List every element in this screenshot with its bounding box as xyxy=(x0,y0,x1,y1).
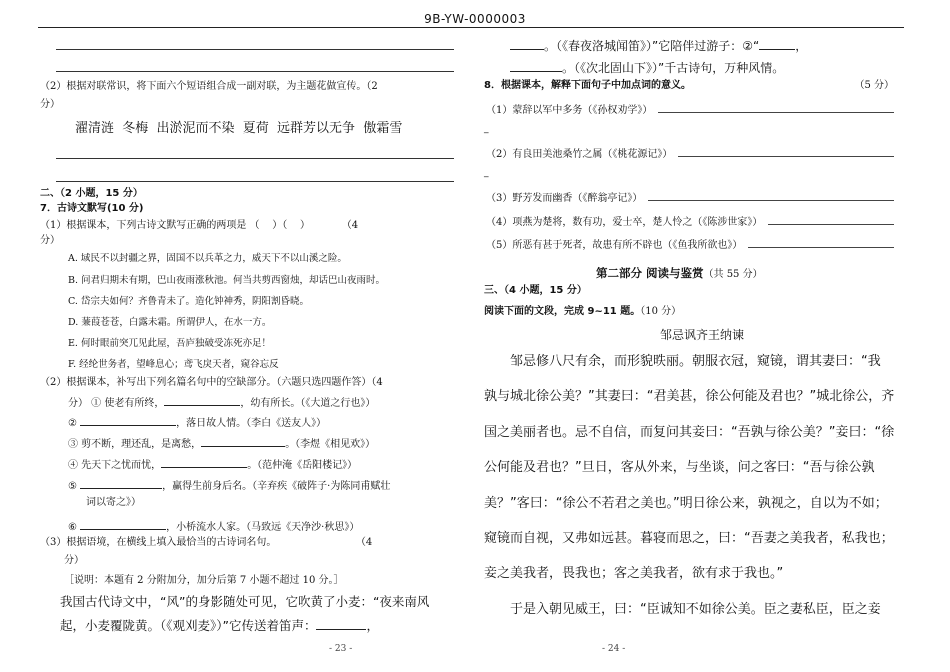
q7-option-e: E. 何时眼前突兀见此屋，吾庐独破受冻死亦足！ xyxy=(68,338,271,349)
q6-2-phrases: 濯清涟 冬梅 出淤泥而不染 夏荷 远群芳以无争 傲霜雪 xyxy=(75,121,403,136)
fill-blank[interactable] xyxy=(80,518,166,530)
fill-blank[interactable] xyxy=(759,36,795,50)
item-text: 。（李煜《相见欢》） xyxy=(285,439,376,450)
q7-3-continuation-1 xyxy=(510,36,807,56)
reading-instruction-score: （10 分） xyxy=(640,306,682,317)
answer-line[interactable] xyxy=(648,190,894,201)
answer-line[interactable] xyxy=(658,102,894,113)
fill-blank[interactable] xyxy=(201,435,285,447)
section-3-title: 三、（4 小题，15 分） xyxy=(484,285,587,296)
q8-item-text: （2）有良田美池桑竹之属（《桃花源记》） xyxy=(486,149,673,160)
header-rule xyxy=(38,27,904,28)
reading-instruction xyxy=(484,305,681,319)
fill-blank[interactable] xyxy=(80,477,162,489)
passage-line-6: 窥镜而自视，又弗如远甚。暮寝而思之，曰：“吾妻之美我者，私我也； xyxy=(484,531,894,546)
q8-item-1 xyxy=(486,102,894,118)
q7-option-d: D. 蒹葭苍苍，白露未霜。所谓伊人，在水一方。 xyxy=(68,317,272,328)
section-2-title: 二、（2 小题，15 分） xyxy=(40,188,143,199)
q8-title-text: 8．根据课本，解释下面句子中加点词的意义。 xyxy=(484,80,691,91)
item-text: ，小桥流水人家。（马致远《天净沙·秋思》） xyxy=(166,522,360,533)
answer-line[interactable] xyxy=(56,49,454,50)
passage-line-4: 公何能及君也？”旦日，客从外来，与坐谈，问之客曰：“吾与徐公孰 xyxy=(484,460,875,475)
q7-3-note: ［说明：本题有 2 分附加分，加分后第 7 小题不超过 10 分。］ xyxy=(64,575,344,586)
item-text: 。（范仲淹《岳阳楼记》） xyxy=(247,460,358,471)
passage-line-2: 孰与城北徐公美？”其妻曰：“君美甚，徐公何能及君也？”城北徐公，齐 xyxy=(484,389,895,404)
q7-2-item-6 xyxy=(68,518,359,535)
item-text: 分） ① 使老有所终， xyxy=(68,398,165,409)
q7-2-item-2 xyxy=(68,414,326,431)
q7-title: 7．古诗文默写(10 分) xyxy=(40,203,144,214)
passage-line-8: 于是入朝见威王，曰：“臣诚知不如徐公美。臣之妻私臣，臣之妾 xyxy=(510,602,881,617)
fill-blank[interactable] xyxy=(510,58,562,72)
page-number-left: - 23 - xyxy=(329,644,353,654)
context-text: 。（《次北固山下》）”千古诗句，万种风情。 xyxy=(562,61,785,75)
q7-3-continuation-2 xyxy=(510,58,784,78)
q7-3-prompt-cont: 分） xyxy=(64,555,84,566)
q7-2-item-3 xyxy=(68,435,375,452)
fill-blank[interactable] xyxy=(80,414,176,426)
q7-2-item-5 xyxy=(68,477,390,494)
dash-mark: _ xyxy=(484,124,489,134)
q7-2-item-5-cont: 词以寄之》） xyxy=(86,497,141,508)
reading-instruction-text: 阅读下面的文段，完成 9~11 题。 xyxy=(484,306,641,317)
passage-title: 邹忌讽齐王纳谏 xyxy=(660,328,745,342)
q7-option-b: B. 问君归期未有期，巴山夜雨涨秋池。何当共剪西窗烛，却话巴山夜雨时。 xyxy=(68,275,386,286)
item-text: ③ 剪不断，理还乱，是离愁， xyxy=(68,439,202,450)
answer-line[interactable] xyxy=(56,158,454,159)
fill-blank[interactable] xyxy=(164,394,240,406)
context-text: 。（《春夜洛城闻笛》）”它陪伴过游子：②“ xyxy=(544,39,760,53)
q7-option-a: A. 域民不以封疆之界，固国不以兵革之力，威天下不以山溪之险。 xyxy=(68,253,347,264)
q7-2-prompt: （2）根据课本，补写出下列名篇名句中的空缺部分。（六题只选四题作答）（4 xyxy=(40,377,383,388)
q7-2-item-1 xyxy=(68,394,375,411)
answer-line[interactable] xyxy=(678,146,894,157)
fill-blank[interactable] xyxy=(316,615,366,630)
answer-line[interactable] xyxy=(748,237,894,248)
q8-item-text: （5）所恶有甚于死者，故患有所不辟也（《鱼我所欲也》） xyxy=(486,240,743,251)
q8-item-2 xyxy=(486,146,894,162)
fill-blank[interactable] xyxy=(161,456,247,468)
item-text: ，幼有所长。（《大道之行也》） xyxy=(240,398,376,409)
q8-item-3 xyxy=(486,190,894,206)
q7-option-c: C. 岱宗夫如何？齐鲁青未了。造化钟神秀，阴阳割昏晓。 xyxy=(68,296,309,307)
part-2-score: （共 55 分） xyxy=(703,269,763,280)
answer-line[interactable] xyxy=(768,214,894,225)
passage-line-3: 国之美丽者也。忌不自信，而复问其妾曰：“吾孰与徐公美？”妾曰：“徐 xyxy=(484,425,895,440)
part-2-title xyxy=(596,262,763,281)
q7-2-item-4 xyxy=(68,456,357,473)
item-text: ⑥ xyxy=(68,522,81,533)
item-text: ② xyxy=(68,418,81,429)
page-number-right: - 24 - xyxy=(602,644,626,654)
item-text: ④ 先天下之忧而忧， xyxy=(68,460,162,471)
answer-line[interactable] xyxy=(56,181,454,182)
passage-line-7: 妾之美我者，畏我也；客之美我者，欲有求于我也。” xyxy=(484,566,784,581)
item-text: ，赢得生前身后名。（辛弃疾《破阵子·为陈同甫赋壮 xyxy=(162,481,391,492)
q7-option-f: F. 经纶世务者，望峰息心；鸢飞戾天者，窥谷忘反 xyxy=(68,359,279,370)
q7-1-prompt-cont: 分） xyxy=(40,235,60,246)
q7-3-prompt: （3）根据语境，在横线上填入最恰当的古诗词名句。 （4 xyxy=(40,537,373,548)
context-text: ， xyxy=(366,618,379,633)
q6-2-prompt: （2）根据对联常识，将下面六个短语组合成一副对联，为主题花做宣传。（2 xyxy=(40,81,378,92)
passage-line-5: 美？”客曰：“徐公不若君之美也。”明日徐公来，孰视之，自以为不如； xyxy=(484,496,888,511)
q8-item-4 xyxy=(486,214,894,230)
q6-2-prompt-cont: 分） xyxy=(40,99,60,110)
dash-mark: _ xyxy=(484,168,489,178)
q8-item-5 xyxy=(486,237,894,253)
q8-title xyxy=(484,79,894,93)
q8-item-text: （1）蒙辞以军中多务（《孙权劝学》） xyxy=(486,105,653,116)
part-2-title-text: 第二部分 阅读与鉴赏 xyxy=(596,266,704,280)
q7-1-prompt: （1）根据课本，下列古诗文默写正确的两项是 （ ）（ ） （4 xyxy=(40,220,359,231)
document-id: 9B-YW-0000003 xyxy=(424,12,526,26)
q8-item-text: （4）项燕为楚将，数有功，爱士卒，楚人怜之（《陈涉世家》） xyxy=(486,217,763,228)
context-text: ， xyxy=(795,39,808,53)
q7-3-context-line-2 xyxy=(60,615,379,636)
q7-3-context-line-1: 我国古代诗文中，“风”的身影随处可见，它吹黄了小麦：“夜来南风 xyxy=(60,594,430,609)
passage-line-1: 邹忌修八尺有余，而形貌昳丽。朝服衣冠，窥镜，谓其妻曰：“我 xyxy=(510,354,881,369)
item-text: ⑤ xyxy=(68,481,81,492)
answer-line[interactable] xyxy=(56,71,454,72)
q8-item-text: （3）野芳发而幽香（《醉翁亭记》） xyxy=(486,193,643,204)
fill-blank[interactable] xyxy=(510,36,544,50)
item-text: ，落日故人情。（李白《送友人》） xyxy=(176,418,327,429)
context-text: 起，小麦覆陇黄。（《观刈麦》）”它传送着笛声： xyxy=(60,618,317,633)
q8-score: （5 分） xyxy=(854,80,894,91)
